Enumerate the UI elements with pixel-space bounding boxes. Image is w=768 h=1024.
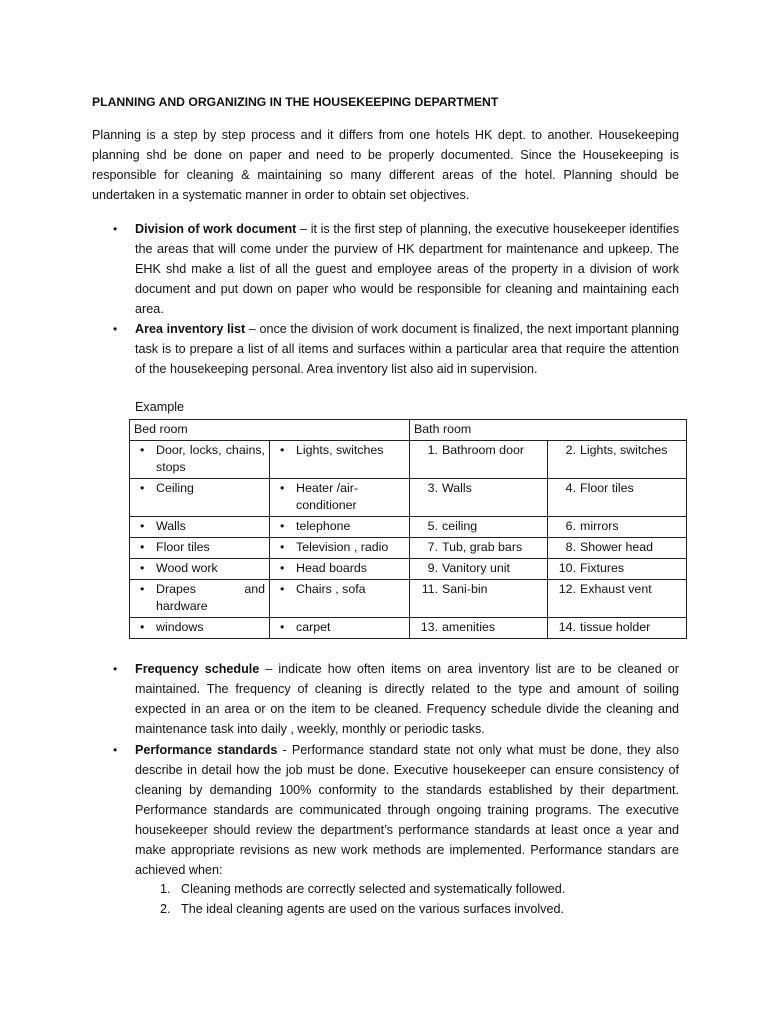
cell-text: Heater /air-conditioner <box>296 481 358 512</box>
table-cell <box>130 559 270 580</box>
bullet-icon: • <box>280 540 285 554</box>
cell-text: Bathroom door <box>442 443 524 457</box>
item-number: 10. <box>558 561 577 575</box>
table-cell <box>410 580 548 618</box>
bullet-text: – it is the first step of planning, the executive housekeeper identifies the areas that will come under the purview of HK department for maintenance and upkeep. The EHK shd make a list of all the guest and employee areas of the property in a division of work document and put down on paper who would be responsible for cleaning and maintaining each area. <box>135 222 680 316</box>
bullet-term: Performance standards <box>135 743 278 757</box>
item-number: 12. <box>558 582 577 596</box>
cell-text: Shower head <box>580 540 654 554</box>
table-row <box>130 559 687 580</box>
item-number: 4. <box>565 481 577 495</box>
list-text: Cleaning methods are correctly selected and systematically followed. <box>181 882 566 896</box>
cell-text: Drapes and hardware <box>156 582 265 613</box>
table-cell <box>548 479 687 517</box>
table-cell <box>270 580 410 618</box>
cell-text: Exhaust vent <box>580 582 652 596</box>
table-cell <box>130 580 270 618</box>
bullet-text: – indicate how often items on area inventory list are to be cleaned or maintained. The frequency of cleaning is directly related to the type and amount of soiling expected in an area or on the item to be cleaned. Frequency schedule divide the cleaning and maintenance task into daily , weekly, monthly or periodic tasks. <box>135 662 679 736</box>
header-bath-room: Bath room <box>410 420 687 441</box>
bullet-icon: • <box>113 222 118 236</box>
item-number: 6. <box>565 519 577 533</box>
bullet-area-inventory <box>113 319 679 379</box>
cell-text: carpet <box>296 620 331 634</box>
table-cell <box>410 441 548 479</box>
bullet-icon: • <box>113 662 118 676</box>
bullet-icon: • <box>280 582 285 596</box>
item-number: 14. <box>558 620 577 634</box>
numbered-list <box>160 879 565 919</box>
cell-text: tissue holder <box>580 620 651 634</box>
cell-text: Ceiling <box>156 481 194 495</box>
item-number: 7. <box>427 540 439 554</box>
inventory-table <box>129 419 687 639</box>
cell-text: Walls <box>442 481 472 495</box>
table-cell <box>410 618 548 639</box>
item-number: 8. <box>565 540 577 554</box>
table-row <box>130 538 687 559</box>
table-cell <box>548 559 687 580</box>
example-label: Example <box>135 400 184 414</box>
table-cell <box>410 538 548 559</box>
cell-text: Sani-bin <box>442 582 488 596</box>
bullet-icon: • <box>140 481 145 495</box>
table-cell <box>410 559 548 580</box>
table-cell <box>130 538 270 559</box>
bullet-icon: • <box>140 443 145 457</box>
table-cell <box>548 580 687 618</box>
item-number: 13. <box>420 620 439 634</box>
table-row <box>130 479 687 517</box>
bullet-frequency-schedule <box>113 659 679 739</box>
list-item <box>160 899 565 919</box>
cell-text: Door, locks, chains, stops <box>156 443 265 474</box>
cell-text: Tub, grab bars <box>442 540 523 554</box>
cell-text: Chairs , sofa <box>296 582 366 596</box>
table-cell <box>270 559 410 580</box>
table-cell <box>548 538 687 559</box>
table-cell <box>270 441 410 479</box>
bullet-term: Area inventory list <box>135 322 246 336</box>
table-cell <box>130 441 270 479</box>
bullet-icon: • <box>140 620 145 634</box>
header-bed-room: Bed room <box>130 420 410 441</box>
list-number: 1. <box>160 882 171 896</box>
item-number: 9. <box>427 561 439 575</box>
table-cell <box>548 441 687 479</box>
bullet-text: – once the division of work document is finalized, the next important planning task is to prepare a list of all items and surfaces within a particular area that require the attention of the housekeeping personal. Area inventory list also aid in supervision. <box>135 322 679 376</box>
table-cell <box>130 618 270 639</box>
table-row <box>130 517 687 538</box>
table-row <box>130 580 687 618</box>
bullet-icon: • <box>140 561 145 575</box>
cell-text: Lights, switches <box>296 443 384 457</box>
table-row <box>130 441 687 479</box>
bullet-icon: • <box>280 481 285 495</box>
item-number: 11. <box>421 582 439 596</box>
item-number: 2. <box>565 443 577 457</box>
bullet-division-of-work <box>113 219 680 319</box>
table-cell <box>130 517 270 538</box>
cell-text: Head boards <box>296 561 367 575</box>
item-number: 1. <box>427 443 439 457</box>
bullet-icon: • <box>280 620 285 634</box>
item-number: 3. <box>427 481 439 495</box>
bullet-icon: • <box>113 322 118 336</box>
table-cell <box>270 618 410 639</box>
table-header-row <box>130 420 687 441</box>
list-item <box>160 879 565 899</box>
bullet-term: Frequency schedule <box>135 662 260 676</box>
cell-text: Lights, switches <box>580 443 668 457</box>
table-cell <box>130 479 270 517</box>
cell-text: telephone <box>296 519 351 533</box>
bullet-performance-standards <box>113 740 679 880</box>
intro-paragraph: Planning is a step by step process and it differs from one hotels HK dept. to another. Housekeeping planning shd be done on paper and need to be properly documented. Since the Housekeeping is responsible for cleaning & maintaining so many different areas of the hotel. Planning should be undertaken in a systematic manner in order to obtain set objectives. <box>92 128 679 202</box>
cell-text: Floor tiles <box>580 481 634 495</box>
cell-text: Wood work <box>156 561 218 575</box>
page-title: PLANNING AND ORGANIZING IN THE HOUSEKEEPING DEPARTMENT <box>92 95 499 109</box>
table-cell <box>270 538 410 559</box>
cell-text: Fixtures <box>580 561 625 575</box>
cell-text: Television , radio <box>296 540 389 554</box>
bullet-icon: • <box>113 743 118 757</box>
table-cell <box>548 618 687 639</box>
bullet-text: - Performance standard state not only what must be done, they also describe in detail how the job must be done. Executive housekeeper can ensure consistency of cleaning by demanding 100% conformity to the standards established by their department. Performance standards are communicated through ongoing training programs. The executive housekeeper should review the department’s performance standards at least once a year and make appropriate revisions as new work methods are implemented. Performance standars are achieved when: <box>135 743 679 877</box>
item-number: 5. <box>427 519 439 533</box>
list-number: 2. <box>160 902 171 916</box>
table-cell <box>270 517 410 538</box>
table-cell <box>410 479 548 517</box>
table-cell <box>270 479 410 517</box>
table-row <box>130 618 687 639</box>
cell-text: windows <box>156 620 204 634</box>
cell-text: Vanitory unit <box>442 561 510 575</box>
cell-text: mirrors <box>580 519 619 533</box>
table-cell <box>410 517 548 538</box>
list-text: The ideal cleaning agents are used on the various surfaces involved. <box>181 902 564 916</box>
bullet-term: Division of work document <box>135 222 297 236</box>
bullet-icon: • <box>140 540 145 554</box>
bullet-icon: • <box>280 443 285 457</box>
cell-text: amenities <box>442 620 496 634</box>
cell-text: Walls <box>156 519 186 533</box>
bullet-icon: • <box>280 561 285 575</box>
cell-text: ceiling <box>442 519 478 533</box>
bullet-icon: • <box>140 582 145 596</box>
bullet-icon: • <box>140 519 145 533</box>
bullet-icon: • <box>280 519 285 533</box>
cell-text: Floor tiles <box>156 540 210 554</box>
table-cell <box>548 517 687 538</box>
